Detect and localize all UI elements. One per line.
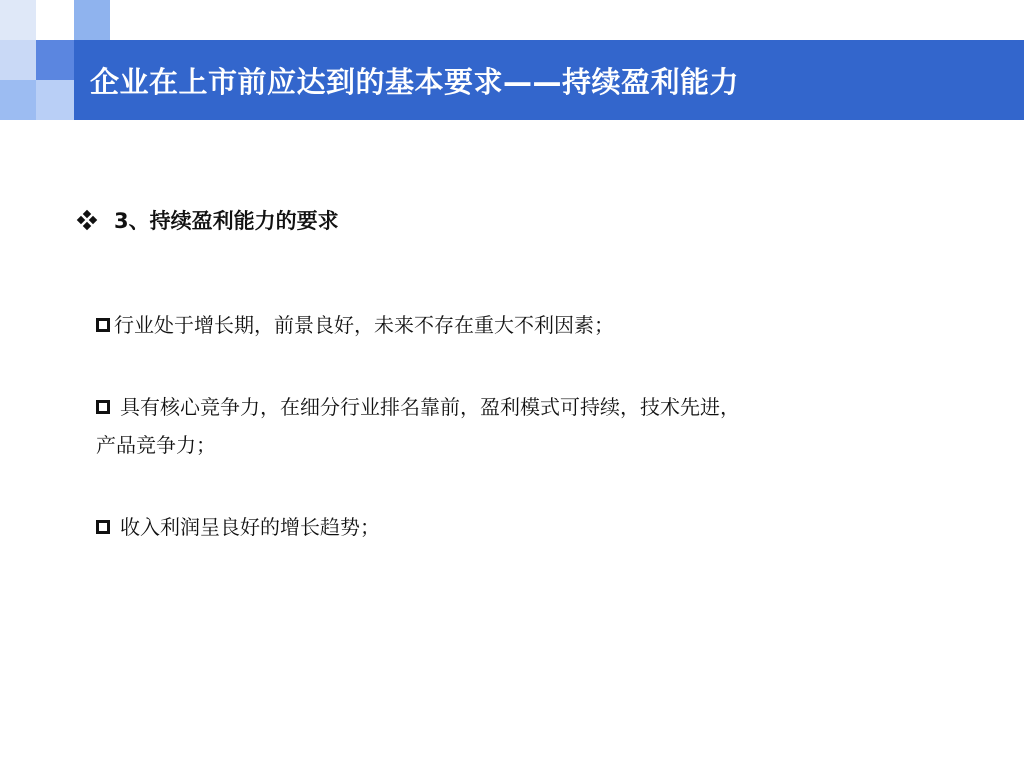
bullet-item — [96, 388, 740, 464]
box-bullet-icon — [96, 318, 110, 332]
bullet-item — [96, 508, 380, 546]
box-bullet-icon — [96, 400, 110, 414]
decorative-square — [0, 80, 36, 120]
decorative-square — [0, 0, 36, 40]
section-heading — [78, 205, 339, 235]
bullet-text-continued: 产品竞争力； — [96, 433, 216, 457]
title-bar — [74, 40, 1024, 120]
bullet-item — [96, 306, 614, 344]
bullet-text: 具有核心竞争力，在细分行业排名靠前，盈利模式可持续，技术先进， — [120, 395, 740, 419]
bullet-text: 行业处于增长期，前景良好，未来不存在重大不利因素； — [114, 313, 614, 337]
section-heading-text: 3、持续盈利能力的要求 — [114, 209, 339, 233]
diamond-bullet-icon — [78, 211, 96, 229]
bullet-text: 收入利润呈良好的增长趋势； — [120, 515, 380, 539]
decorative-square — [0, 40, 36, 80]
decorative-square — [36, 80, 74, 120]
decorative-square — [74, 0, 110, 40]
decorative-square — [36, 40, 74, 80]
box-bullet-icon — [96, 520, 110, 534]
slide-title: 企业在上市前应达到的基本要求——持续盈利能力 — [90, 64, 740, 99]
